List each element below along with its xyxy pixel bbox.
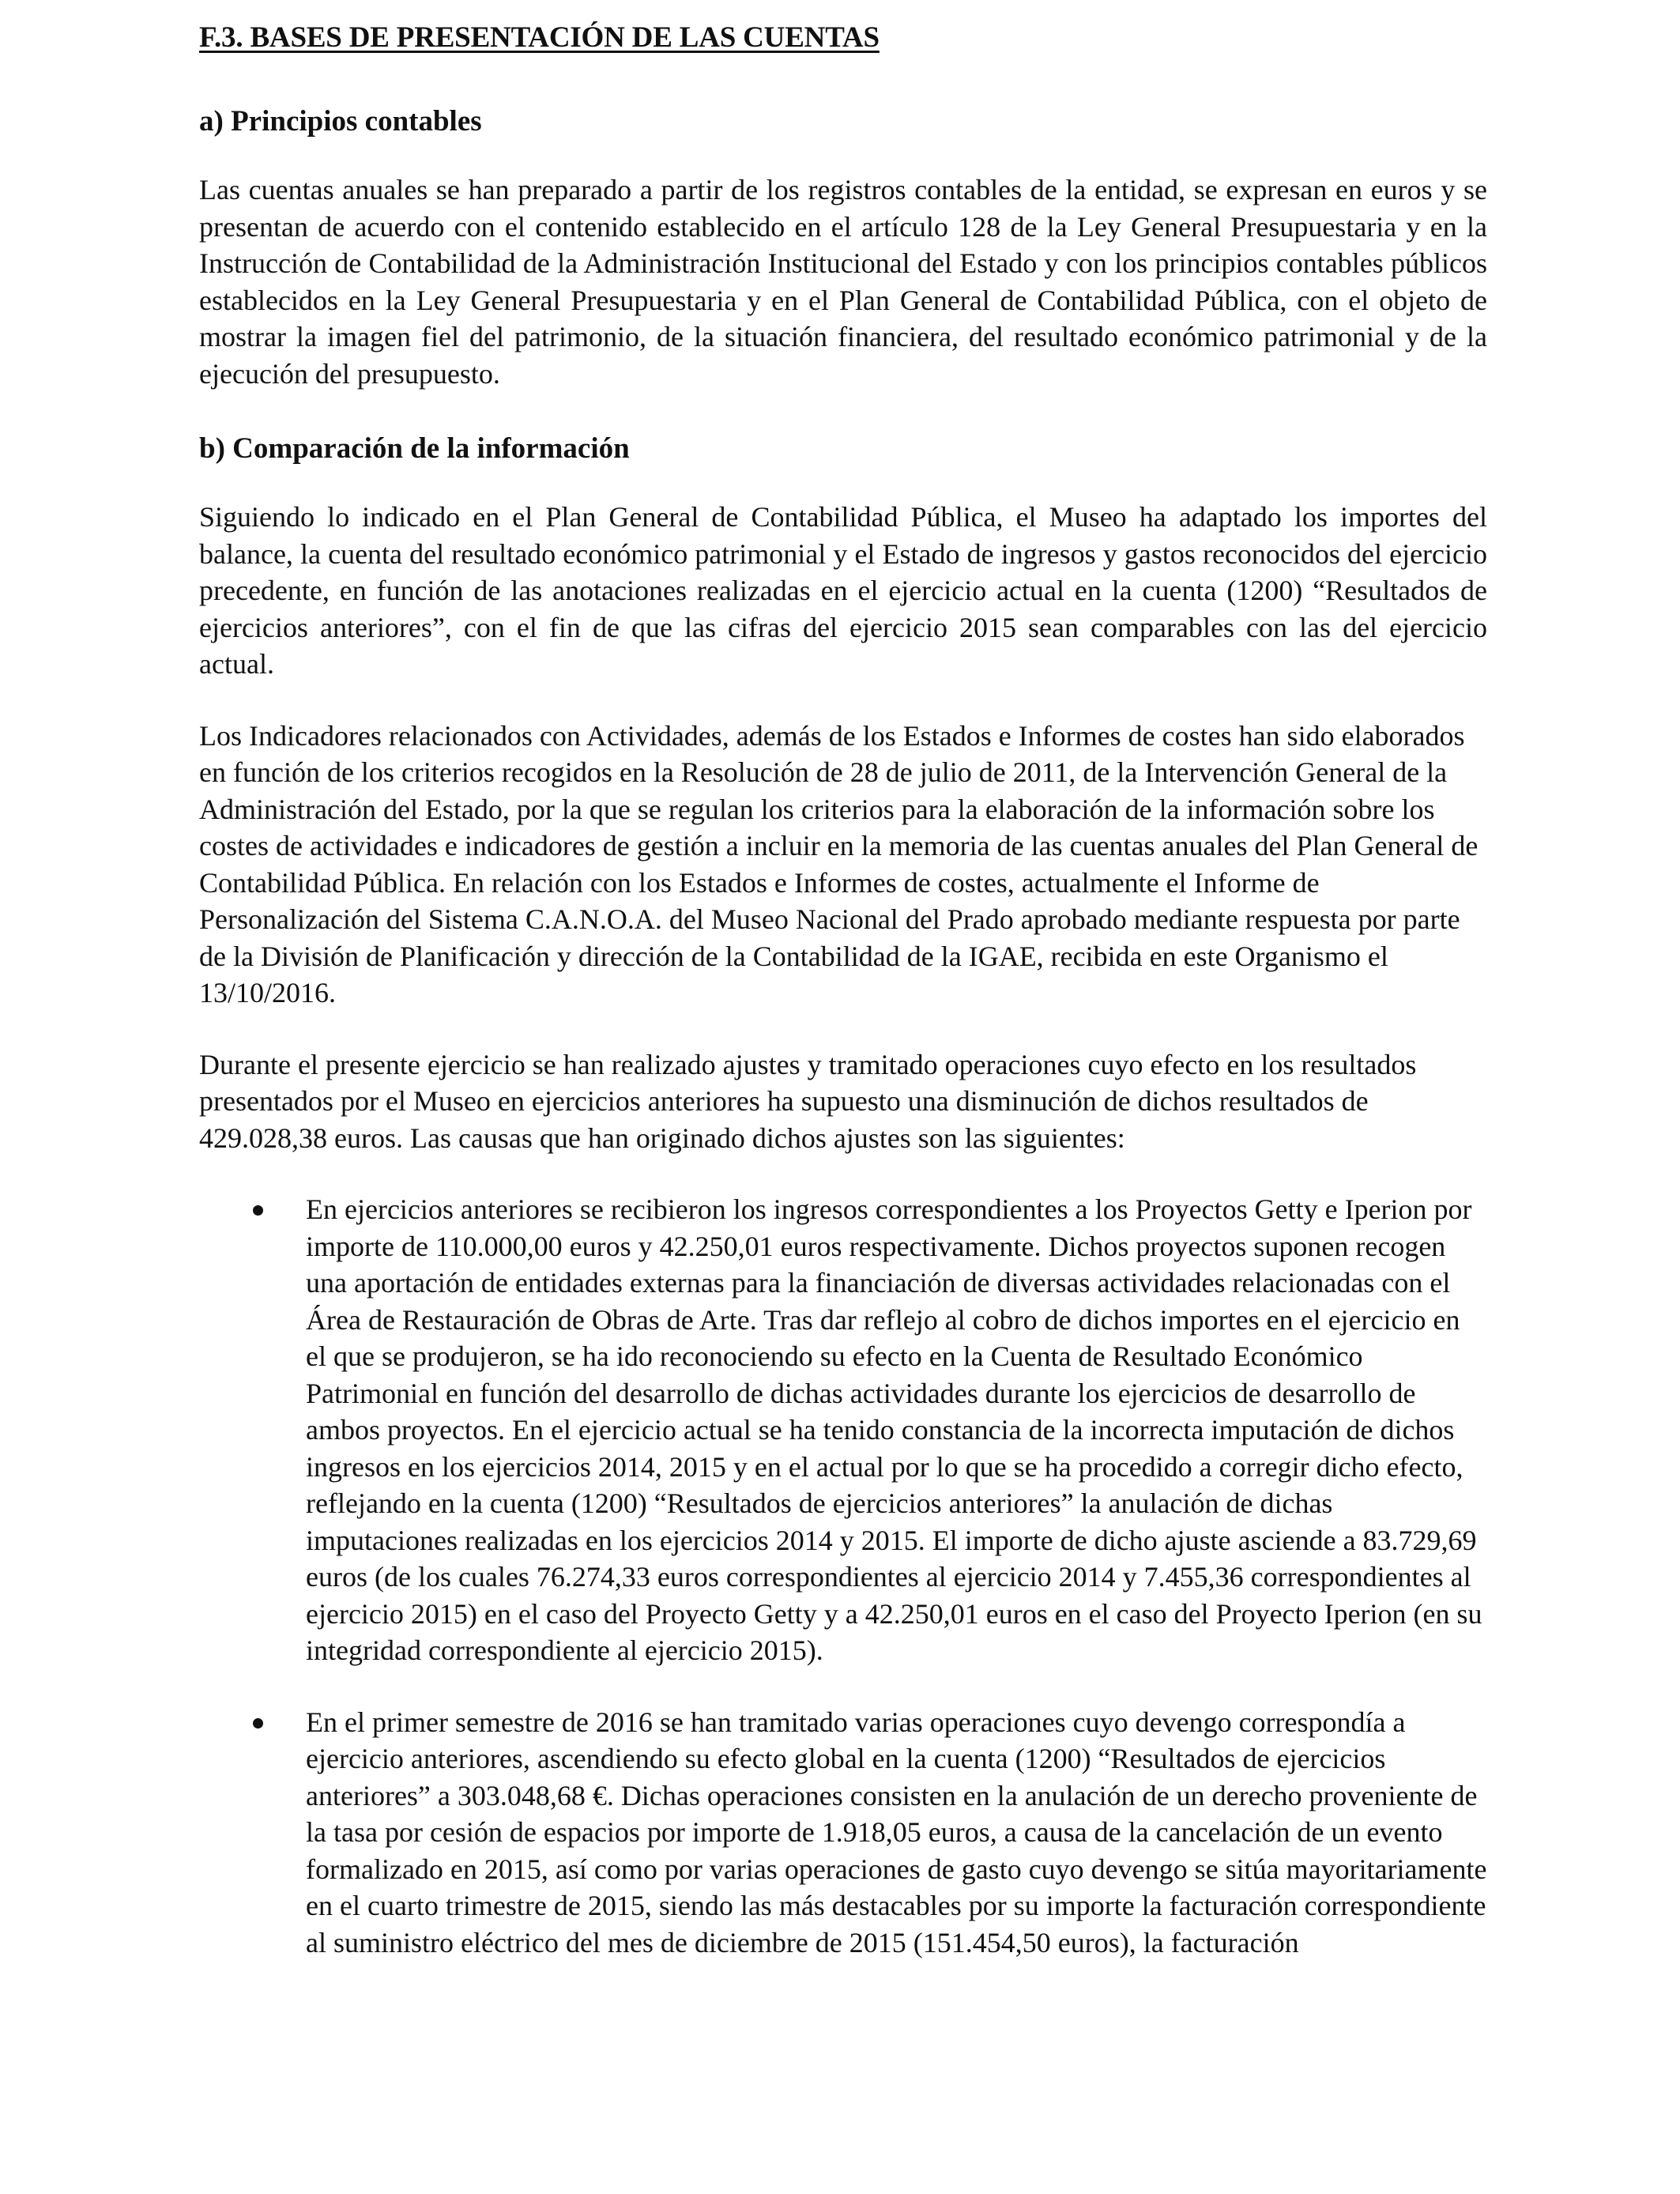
document-page	[199, 16, 1487, 1996]
section-a-heading: a) Principios contables	[199, 105, 482, 138]
document-title: F.3. BASES DE PRESENTACIÓN DE LAS CUENTAS	[199, 21, 880, 54]
section-b-paragraph-3: Durante el presente ejercicio se han realizado ajustes y tramitado operaciones cuyo efecto en los resultados presentados por el Museo en ejercicios anteriores ha supuesto una disminución de dichos resultados de 429.028,38 euros. Las causas que han originado dichos ajustes son las siguientes:	[199, 1048, 1417, 1154]
bullet-icon	[253, 1205, 263, 1216]
list-item	[199, 1704, 1487, 1962]
section-b-heading: b) Comparación de la información	[199, 432, 630, 465]
list-item-text: En ejercicios anteriores se recibieron los ingresos correspondientes a los Proyectos Getty e Iperion por importe de 110.000,00 euros y 42.250,01 euros respectivamente. Dichos proyectos suponen recogen una aportación de entidades externas para la financiación de diversas actividades relacionadas con el Área de Restauración de Obras de Arte. Tras dar reflejo al cobro de dichos importes en el ejercicio en el que se produjeron, se ha ido reconociendo su efecto en la Cuenta de Resultado Económico Patrimonial en función del desarrollo de dichas actividades durante los ejercicios de desarrollo de ambos proyectos. En el ejercicio actual se ha tenido constancia de la incorrecta imputación de dichos ingresos en los ejercicios 2014, 2015 y en el actual por lo que se ha procedido a corregir dicho efecto, reflejando en la cuenta (1200) “Resultados de ejercicios anteriores” la anulación de dichas imputaciones realizadas en los ejercicios 2014 y 2015. El importe de dicho ajuste asciende a 83.729,69 euros (de los cuales 76.274,33 euros correspondientes al ejercicio 2014 y 7.455,36 correspondientes al ejercicio 2015) en el caso del Proyecto Getty y a 42.250,01 euros en el caso del Proyecto Iperion (en su integridad correspondiente al ejercicio 2015).	[306, 1193, 1482, 1666]
list-item	[199, 1191, 1487, 1669]
section-b-paragraph-1: Siguiendo lo indicado en el Plan General de Contabilidad Pública, el Museo ha adaptado los importes del balance, la cuenta del resultado económico patrimonial y el Estado de ingresos y gastos reconocidos del ejercicio precedente, en función de las anotaciones realizadas en el ejercicio actual en la cuenta (1200) “Resultados de ejercicios anteriores”, con el fin de que las cifras del ejercicio 2015 sean comparables con las del ejercicio actual.	[199, 501, 1487, 680]
list-item-text: En el primer semestre de 2016 se han tramitado varias operaciones cuyo devengo correspondía a ejercicio anteriores, ascendiendo su efecto global en la cuenta (1200) “Resultados de ejercicios anteriores” a 303.048,68 €. Dichas operaciones consisten en la anulación de un derecho proveniente de la tasa por cesión de espacios por importe de 1.918,05 euros, a causa de la cancelación de un evento formalizado en 2015, así como por varias operaciones de gasto cuyo devengo se sitúa mayoritariamente en el cuarto trimestre de 2015, siendo las más destacables por su importe la facturación correspondiente al suministro eléctrico del mes de diciembre de 2015 (151.454,50 euros), la facturación	[306, 1706, 1487, 1958]
section-b-paragraph-2: Los Indicadores relacionados con Actividades, además de los Estados e Informes de costes han sido elaborados en función de los criterios recogidos en la Resolución de 28 de julio de 2011, de la Intervención General de la Administración del Estado, por la que se regulan los criterios para la elaboración de la información sobre los costes de actividades e indicadores de gestión a incluir en la memoria de las cuentas anuales del Plan General de Contabilidad Pública. En relación con los Estados e Informes de costes, actualmente el Informe de Personalización del Sistema C.A.N.O.A. del Museo Nacional del Prado aprobado mediante respuesta por parte de la División de Planificación y dirección de la Contabilidad de la IGAE, recibida en este Organismo el 13/10/2016.	[199, 719, 1478, 1008]
adjustments-list	[199, 1191, 1487, 1961]
section-a-paragraph: Las cuentas anuales se han preparado a partir de los registros contables de la entidad, se expresan en euros y se presentan de acuerdo con el contenido establecido en el artículo 128 de la Ley General Presupuestaria y en la Instrucción de Contabilidad de la Administración Institucional del Estado y con los principios contables públicos establecidos en la Ley General Presupuestaria y en el Plan General de Contabilidad Pública, con el objeto de mostrar la imagen fiel del patrimonio, de la situación financiera, del resultado económico patrimonial y de la ejecución del presupuesto.	[199, 174, 1487, 390]
bullet-icon	[253, 1718, 263, 1728]
